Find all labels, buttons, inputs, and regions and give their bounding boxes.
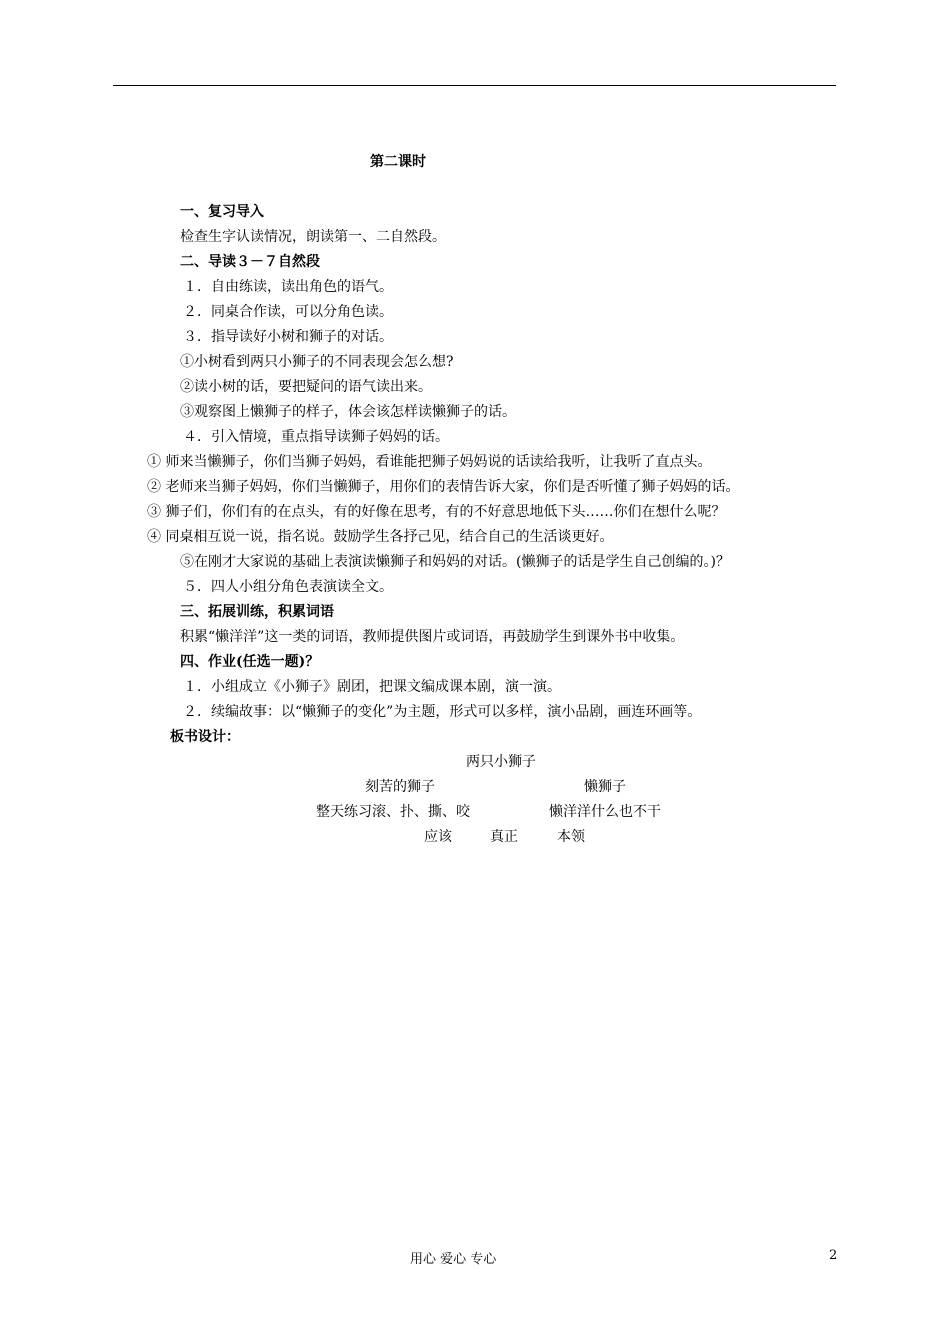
list-item: ③观察图上懒狮子的样子，体会该怎样读懒狮子的话。 <box>180 404 516 420</box>
section-heading: 四、作业(任选一题)？ <box>180 654 320 670</box>
list-item: ①小树看到两只小狮子的不同表现会怎么想? <box>180 354 454 370</box>
board-word: 本领 <box>557 829 585 845</box>
list-item: １．自由练读，读出角色的语气。 <box>183 279 393 295</box>
board-left-desc: 整天练习滚、扑、撕、咬 <box>316 804 470 820</box>
section-heading: 一、复习导入 <box>180 204 264 220</box>
list-item: ３．指导读好小树和狮子的对话。 <box>183 329 393 345</box>
list-item: ② 老师来当狮子妈妈，你们当懒狮子，用你们的表情告诉大家，你们是否听懂了狮子妈妈的话。 <box>147 479 740 495</box>
list-item: ⑤在刚才大家说的基础上表演读懒狮子和妈妈的对话。(懒狮子的话是学生自己创编的。)？ <box>180 554 730 570</box>
section-heading: 三、拓展训练，积累词语 <box>180 604 334 620</box>
page-title: 第二课时 <box>370 154 426 170</box>
list-item: ④ 同桌相互说一说，指名说。鼓励学生各抒己见，结合自己的生活谈更好。 <box>147 529 614 545</box>
header-rule <box>113 85 836 86</box>
list-item: ②读小树的话，要把疑问的语气读出来。 <box>180 379 432 395</box>
page-footer: 用心 爱心 专心 <box>410 1252 497 1267</box>
list-item: １．小组成立《小狮子》剧团，把课文编成课本剧，演一演。 <box>183 679 561 695</box>
paragraph: 检查生字认读情况，朗读第一、二自然段。 <box>180 229 446 245</box>
board-left-head: 刻苦的狮子 <box>365 779 435 795</box>
board-title: 两只小狮子 <box>466 754 536 770</box>
board-word: 应该 <box>424 829 452 845</box>
list-item: ４．引入情境，重点指导读狮子妈妈的话。 <box>183 429 449 445</box>
list-item: ① 师来当懒狮子，你们当狮子妈妈，看谁能把狮子妈妈说的话读给我听，让我听了直点头。 <box>147 454 712 470</box>
list-item: ２．同桌合作读，可以分角色读。 <box>183 304 393 320</box>
section-heading: 二、导读３－７自然段 <box>180 254 320 270</box>
page-number: 2 <box>829 1248 838 1263</box>
paragraph: 积累“懒洋洋”这一类的词语，教师提供图片或词语，再鼓励学生到课外书中收集。 <box>180 629 685 645</box>
list-item: ③ 狮子们，你们有的在点头，有的好像在思考，有的不好意思地低下头……你们在想什么呢？ <box>147 504 726 520</box>
board-right-head: 懒狮子 <box>584 779 626 795</box>
board-word: 真正 <box>490 829 518 845</box>
list-item: ２．续编故事：以“懒狮子的变化”为主题，形式可以多样，演小品剧，画连环画等。 <box>183 704 702 720</box>
board-right-desc: 懒洋洋什么也不干 <box>549 804 661 820</box>
section-heading: 板书设计： <box>170 729 240 745</box>
list-item: ５．四人小组分角色表演读全文。 <box>183 579 393 595</box>
